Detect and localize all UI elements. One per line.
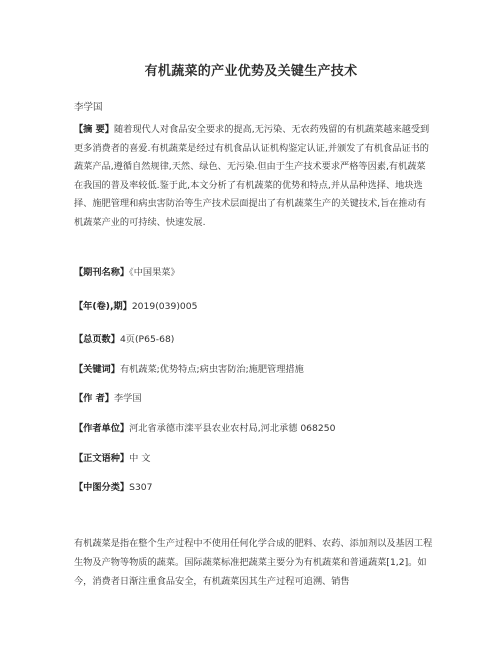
paper-title: 有机蔬菜的产业优势及关键生产技术 xyxy=(144,64,358,79)
author-name: 李学国 xyxy=(74,102,103,113)
meta-value: 2019(039)005 xyxy=(131,301,198,312)
meta-label: 【正文语种】 xyxy=(74,453,130,464)
meta-value: S307 xyxy=(129,482,153,493)
meta-language xyxy=(74,452,150,466)
meta-label: 【期刊名称】 xyxy=(74,267,130,278)
meta-pages xyxy=(74,333,174,347)
abstract-label: 【摘 要】 xyxy=(74,124,114,135)
meta-label: 【总页数】 xyxy=(74,334,120,345)
meta-journal xyxy=(74,266,180,280)
meta-author xyxy=(74,392,142,406)
meta-label: 【关键词】 xyxy=(74,364,120,375)
meta-value: 中 文 xyxy=(129,453,151,464)
meta-value: 《中国果菜》 xyxy=(129,267,180,278)
meta-value: 有机蔬菜;优势特点;病虫害防治;施肥管理措施 xyxy=(119,364,304,375)
meta-value: 河北省承德市滦平县农业农村局,河北承德 068250 xyxy=(129,423,336,434)
meta-label: 【作者单位】 xyxy=(74,423,130,434)
meta-label: 【中图分类】 xyxy=(74,482,130,493)
meta-classification xyxy=(74,481,153,495)
meta-affiliation xyxy=(74,422,335,436)
meta-keywords xyxy=(74,363,304,377)
meta-value: 李学国 xyxy=(113,393,142,404)
body-paragraph: 有机蔬菜是指在整个生产过程中不使用任何化学合成的肥料、农药、添加剂以及基因工程生物及产物等物质的蔬菜。国际蔬菜标准把蔬菜主要分为有机蔬菜和普通蔬菜[1,2]。如今，消费者日渐注重食品安全，有机蔬菜因其生产过程可追溯、销售 xyxy=(74,538,433,587)
meta-label: 【作 者】 xyxy=(74,393,114,404)
abstract xyxy=(74,121,432,233)
abstract-text: 随着现代人对食品安全要求的提高,无污染、无农药残留的有机蔬菜越来越受到更多消费者的喜爱.有机蔬菜是经过有机食品认证机构鉴定认证,并颁发了有机食品证书的蔬菜产品,遵循自然规律,天然、绿色、无污染.但由于生产技术要求严格等因素,有机蔬菜在我国的普及率较低.鉴于此,本文分析了有机蔬菜的优势和特点,并从品种选择、地块选择、施肥管理和病虫害防治等生产技术层面提出了有机蔬菜生产的关键技术,旨在推动有机蔬菜产业的可持续、快速发展. xyxy=(74,124,430,228)
meta-value: 4页(P65-68) xyxy=(119,334,175,345)
meta-year-volume xyxy=(74,300,197,314)
meta-label: 【年(卷),期】 xyxy=(74,301,132,312)
